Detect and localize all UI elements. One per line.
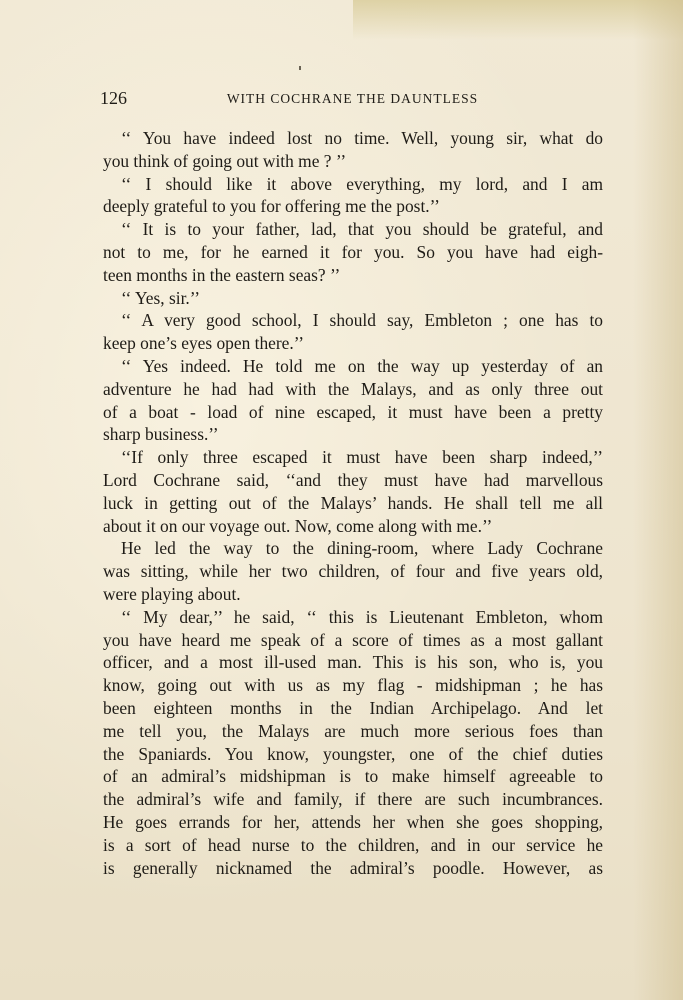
text-line: ‘‘ You have indeed lost no time. Well, young sir, what do bbox=[121, 128, 603, 148]
page-header bbox=[100, 88, 605, 110]
page-number: 126 bbox=[100, 88, 127, 108]
text-line: He goes errands for her, attends her when she goes shopping, bbox=[103, 811, 603, 832]
text-line: ‘‘ It is to your father, lad, that you should be grateful, and bbox=[121, 219, 603, 240]
text-line: deeply grateful to you for offering me the post.’’ bbox=[103, 196, 440, 217]
text-line: of an admiral’s midshipman is to make himself agreeable to bbox=[103, 766, 603, 787]
printer-mark bbox=[299, 66, 301, 70]
text-line: ‘‘ My dear,’’ he said, ‘‘ this is Lieutenant Embleton, whom bbox=[121, 606, 603, 627]
text-line: keep one’s eyes open there.’’ bbox=[103, 333, 305, 354]
text-line: sharp business.’’ bbox=[103, 424, 219, 445]
text-line: of a boat - load of nine escaped, it must have been a pretty bbox=[103, 401, 603, 422]
text-line: you think of going out with me ? ’’ bbox=[103, 150, 347, 171]
text-line: the admiral’s wife and family, if there are such incumbrances. bbox=[103, 789, 603, 810]
text-line: me tell you, the Malays are much more serious foes than bbox=[103, 720, 603, 741]
text-line: you have heard me speak of a score of times as a most gallant bbox=[103, 629, 603, 650]
text-line: was sitting, while her two children, of four and five years old, bbox=[103, 561, 603, 582]
text-line: not to me, for he earned it for you. So you have had eigh- bbox=[103, 241, 603, 262]
text-line: is a sort of head nurse to the children, and in our service he bbox=[103, 834, 603, 855]
text-line: been eighteen months in the Indian Archipelago. And let bbox=[103, 697, 603, 718]
text-line: ‘‘If only three escaped it must have been sharp indeed,’’ bbox=[121, 447, 603, 468]
text-line: the Spaniards. You know, youngster, one of the chief duties bbox=[103, 743, 603, 764]
text-line: He led the way to the dining-room, where Lady Cochrane bbox=[121, 538, 603, 559]
text-line: ‘‘ A very good school, I should say, Embleton ; one has to bbox=[121, 310, 603, 331]
text-line: Lord Cochrane said, ‘‘and they must have had marvellous bbox=[103, 469, 603, 490]
text-line: teen months in the eastern seas? ’’ bbox=[103, 264, 341, 285]
text-line: about it on our voyage out. Now, come along with me.’’ bbox=[103, 515, 493, 536]
text-line: luck in getting out of the Malays’ hands. He shall tell me all bbox=[103, 492, 603, 513]
body-text bbox=[103, 127, 603, 879]
text-line: adventure he had had with the Malays, and as only three out bbox=[103, 378, 603, 399]
text-line: ‘‘ Yes indeed. He told me on the way up yesterday of an bbox=[121, 355, 603, 376]
text-line: ‘‘ Yes, sir.’’ bbox=[121, 287, 201, 308]
text-line: were playing about. bbox=[103, 583, 241, 604]
text-line: is generally nicknamed the admiral’s poodle. However, as bbox=[103, 857, 603, 878]
text-line: know, going out with us as my flag - midshipman ; he has bbox=[103, 675, 603, 696]
page-edge-shadow bbox=[633, 0, 683, 1000]
text-line: officer, and a most ill-used man. This is his son, who is, you bbox=[103, 652, 603, 673]
text-line: ‘‘ I should like it above everything, my lord, and I am bbox=[121, 173, 603, 194]
running-title: WITH COCHRANE THE DAUNTLESS bbox=[226, 91, 479, 106]
